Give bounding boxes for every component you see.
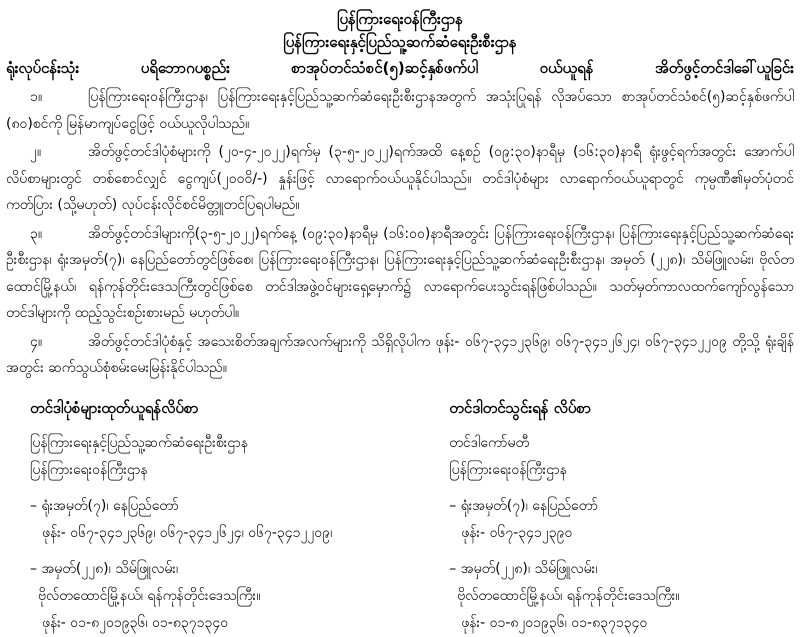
right-org-line-1: တင်ဒါကော်မတီ [449,434,530,451]
tender-form-address-header: တင်ဒါပုံစံများထုတ်ယူရန်လိပ်စာ [30,398,199,417]
paragraph-2-number: ၂။ [30,144,42,160]
department-title: ပြန်ကြားရေးနှင့်ပြည်သူ့ဆက်ဆံရေးဦးစီးဌာန [283,33,517,51]
paragraph-3-text: အိတ်ဖွင့်တင်ဒါများကို(၃-၅-၂၀၂၂)ရက်နေ့ (၀၉:၃၀)နာရီမှ (၁၆:၀၀)နာရီအတွင်း ပြန်ကြားရေးဝန်ကြီးဌာန၊ ပြန်ကြားရေးနှင့်ပြည်သူ့ဆက်ဆံရေးဦးစီးဌာန၊ ရုံးအမှတ်(၇)၊ နေပြည်တော်တွင်ဖြစ်စေ၊ ပြန်ကြားရေးဝန်ကြီးဌာန၊ ပြန်ကြားရေးနှင့်ပြည်သူ့ဆက်ဆံရေးဦးစီးဌာန၊ အမှတ် (၂၂၈)၊ သိမ်ဖြူလမ်း၊ ဗိုလ်တထောင်မြို့နယ်၊ ရန်ကုန်တိုင်းဒေသကြီးတွင်ဖြစ်စေ တင်ဒါအဖွဲ့ဝင်များရှေ့မှောက်၌ လာရောက်ပေးသွင်းရန်ဖြစ်ပါသည်။ သတ်မှတ်ကာလထက်ကျော်လွန်သော တင်ဒါများကို ထည့်သွင်းစဉ်းစားမည် မဟုတ်ပါ။ [6,225,794,321]
paragraph-4 [6,329,794,382]
address-section [6,396,794,637]
paragraph-4-number: ၄။ [30,333,43,350]
tender-submit-address-header: တင်ဒါတင်သွင်းရန် လိပ်စာ [449,398,591,417]
left-branch-phone: ဖုန်း- ၀၁-၈၂၀၁၉၃၆၊ ၀၁-၈၃၇၁၃၄၀ [42,614,229,631]
tender-form-address-column [6,396,447,637]
paragraph-2-text: အိတ်ဖွင့်တင်ဒါပုံစံများကို (၂၀-၄-၂၀၂၂)ရက်မှ (၃-၅-၂၀၂၂)ရက်အထိ နေ့စဉ် (၀၉:၃၀)နာရီမှ (၁၆:၃၀)နာရီ ရုံးဖွင့်ရက်အတွင်း အောက်ပါလိပ်စာများတွင် တစ်စောင်လျှင် ငွေကျပ်(၂၀၀၀ိ/-) နှုန်းဖြင့် လာရောက်ဝယ်ယူနိုင်ပါသည်။ တင်ဒါပုံစံများ လာရောက်ဝယ်ယူရာတွင် ကုမ္ပဏီ၏မှတ်ပုံတင်ကတ်ပြား (သို့မဟုတ်) လုပ်ငန်းလိုင်စင်မိတ္တူတင်ပြရပါမည်။ [6,144,794,213]
paragraph-2 [6,139,794,219]
paragraph-4-text: အိတ်ဖွင့်တင်ဒါပုံစံနှင့် အသေးစိတ်အချက်အလက်များကို သိရှိလိုပါက ဖုန်း- ၀၆၇-၃၄၁၂၃၆၉၊ ၀၆၇-၃၄၁၂၆၂၄၊ ၀၆၇-၃၄၁၂၂၀၉ တို့သို့ ရုံးချိန်အတွင်း ဆက်သွယ်စုံစမ်းမေးမြန်းနိုင်ပါသည်။ [6,333,794,376]
left-office-phone: ဖုန်း- ၀၆၇-၃၄၁၂၃၆၉၊ ၀၆၇-၃၄၁၂၆၂၄၊ ၀၆၇-၃၄၁၂၂၀၉၊ [42,524,333,541]
tender-headline: ရုံးလုပ်ငန်းသုံး ပရိဘောဂပစ္စည်း စာအုပ်တင်သံစင်(၅)ဆင့်နှစ်ဖက်ပါ ဝယ်ယူရန် အိတ်ဖွင့်တင်ဒါခေါ်ယူခြင်း [6,59,794,77]
paragraph-3-number: ၃။ [30,225,43,242]
left-branch-line-2: ဗိုလ်တထောင်မြို့နယ်၊ ရန်ကုန်တိုင်းဒေသကြီး။ [38,587,261,604]
right-org-line-2: ပြန်ကြားရေးဝန်ကြီးဌာန [449,461,567,478]
tender-submit-address-column [447,396,794,637]
ministry-title: ပြန်ကြားရေးဝန်ကြီးဌာန [336,10,464,28]
paragraph-1 [6,84,794,137]
right-office-line: – ရုံးအမှတ်(၇)၊ နေပြည်တော် [449,497,598,514]
right-branch-line-2: ဗိုလ်တထောင်မြို့နယ်၊ ရန်ကုန်တိုင်းဒေသကြီး။ [457,587,680,604]
left-org-line-1: ပြန်ကြားရေးနှင့်ပြည်သူ့ဆက်ဆံရေးဦးစီးဌာန [30,434,249,451]
right-branch-phone: ဖုန်း- ၀၁-၈၂၀၁၉၃၆၊ ၀၁-၈၃၇၁၃၄၀ [461,614,648,631]
left-org-line-2: ပြန်ကြားရေးဝန်ကြီးဌာန [30,461,148,478]
right-office-phone: ဖုန်း- ၀၆၇-၃၄၁၂၃၉၀ [461,524,573,541]
left-branch-line-1: – အမှတ်(၂၂၈)၊ သိမ်ဖြူလမ်း၊ [30,560,179,577]
right-branch-line-1: – အမှတ်(၂၂၈)၊ သိမ်ဖြူလမ်း၊ [449,560,598,577]
paragraph-1-number: ၁။ [30,89,43,105]
left-office-line: – ရုံးအမှတ်(၇)၊ နေပြည်တော် [30,497,179,514]
paragraph-3 [6,221,794,327]
paragraph-1-text: ပြန်ကြားရေးဝန်ကြီးဌာန၊ ပြန်ကြားရေးနှင့်ပြည်သူ့ဆက်ဆံရေးဦးစီးဌာနအတွက် အသုံးပြုရန် လိုအပ်သော စာအုပ်တင်သံစင်(၅)ဆင့်နှစ်ဖက်ပါ (၈၀)စင်ကို မြန်မာကျပ်ငွေဖြင့် ဝယ်ယူလိုပါသည်။ [6,89,794,132]
